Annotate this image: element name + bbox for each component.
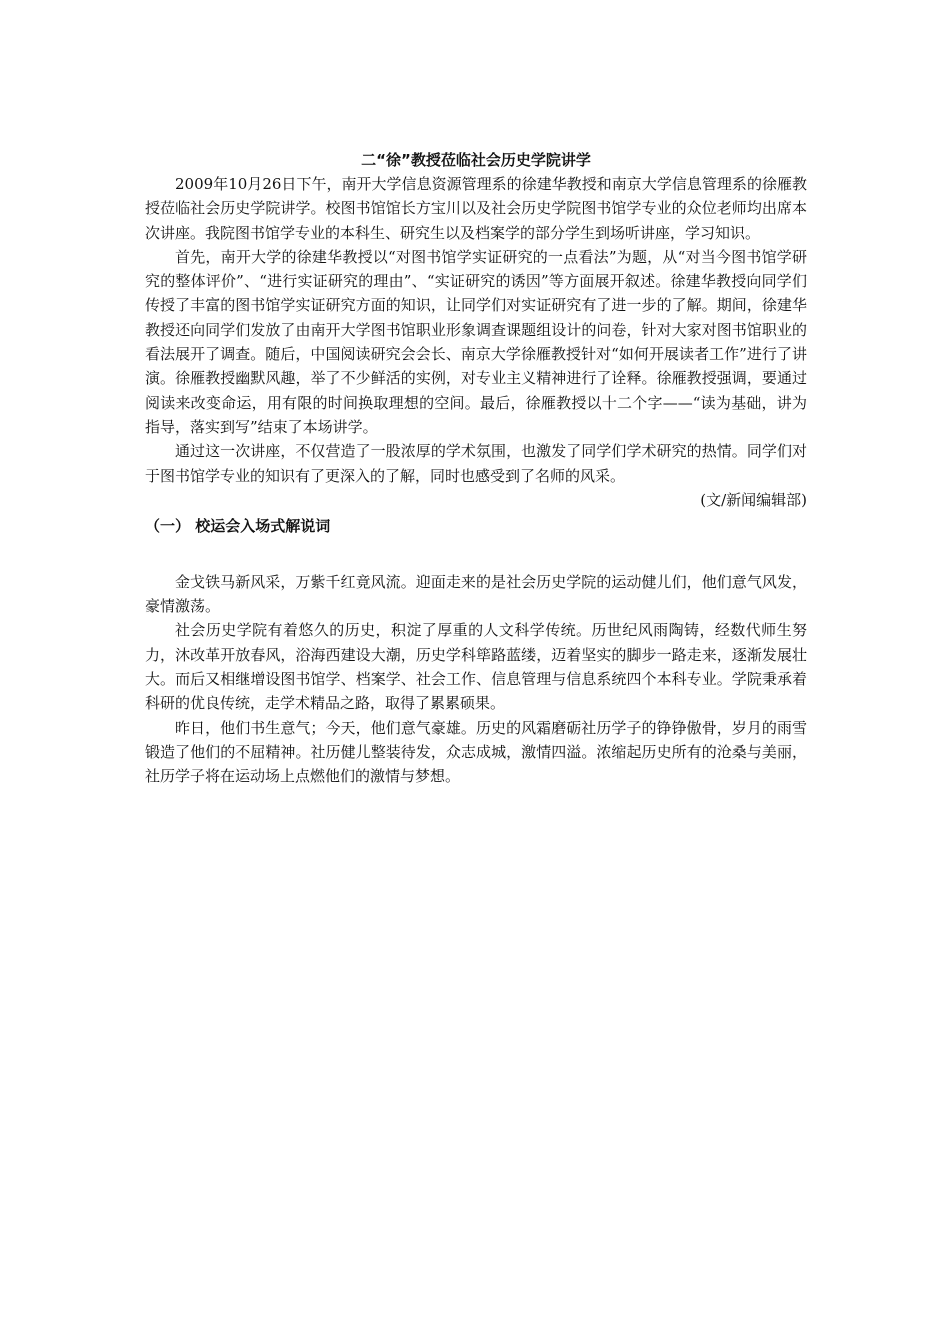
section-heading: （一） 校运会入场式解说词 (145, 516, 331, 535)
document-body (145, 150, 807, 789)
section-paragraph-2: 社会历史学院有着悠久的历史，积淀了厚重的人文科学传统。历世纪风雨陶铸，经数代师生努力，沐改革开放春风，浴海西建设大潮，历史学科筚路蓝缕，迈着坚实的脚步一路走来，逐渐发展壮大。而后又相继增设图书馆学、档案学、社会工作、信息管理与信息系统四个本科专业。学院秉承着科研的优良传统，走学术精品之路，取得了累累硕果。 (145, 621, 807, 713)
article-byline: (文/新闻编辑部) (700, 490, 807, 509)
section-paragraph-3: 昨日，他们书生意气；今天，他们意气豪雄。历史的风霜磨砺社历学子的铮铮傲骨，岁月的雨雪锻造了他们的不屈精神。社历健儿整装待发，众志成城，激情四溢。浓缩起历史所有的沧桑与美丽，社历学子将在运动场上点燃他们的激情与梦想。 (145, 718, 807, 786)
article-paragraph-3: 通过这一次讲座，不仅营造了一股浓厚的学术氛围，也激发了同学们学术研究的热情。同学们对于图书馆学专业的知识有了更深入的了解，同时也感受到了名师的风采。 (145, 442, 807, 485)
section-paragraph-1: 金戈铁马新风采，万紫千红竟风流。迎面走来的是社会历史学院的运动健儿们，他们意气风发，豪情激荡。 (145, 572, 807, 616)
article-paragraph-1: 2009年10月26日下午，南开大学信息资源管理系的徐建华教授和南京大学信息管理系的徐雁教授莅临社会历史学院讲学。校图书馆馆长方宝川以及社会历史学院图书馆学专业的众位老师均出席本次讲座。我院图书馆学专业的本科生、研究生以及档案学的部分学生到场听讲座，学习知识。 (145, 175, 807, 242)
article-paragraph-2: 首先，南开大学的徐建华教授以“对图书馆学实证研究的一点看法”为题，从“对当今图书馆学研究的整体评价”、“进行实证研究的理由”、“实证研究的诱因”等方面展开叙述。徐建华教授向同学们传授了丰富的图书馆学实证研究方面的知识，让同学们对实证研究有了进一步的了解。期间，徐建华教授还向同学们发放了由南开大学图书馆职业形象调查课题组设计的问卷，针对大家对图书馆职业的看法展开了调查。随后，中国阅读研究会会长、南京大学徐雁教授针对“如何开展读者工作”进行了讲演。徐雁教授幽默风趣，举了不少鲜活的实例，对专业主义精神进行了诠释。徐雁教授强调，要通过阅读来改变命运，用有限的时间换取理想的空间。最后，徐雁教授以十二个字——“读为基础，讲为指导，落实到写”结束了本场讲学。 (145, 247, 807, 436)
article-title: 二“徐”教授莅临社会历史学院讲学 (361, 151, 591, 169)
